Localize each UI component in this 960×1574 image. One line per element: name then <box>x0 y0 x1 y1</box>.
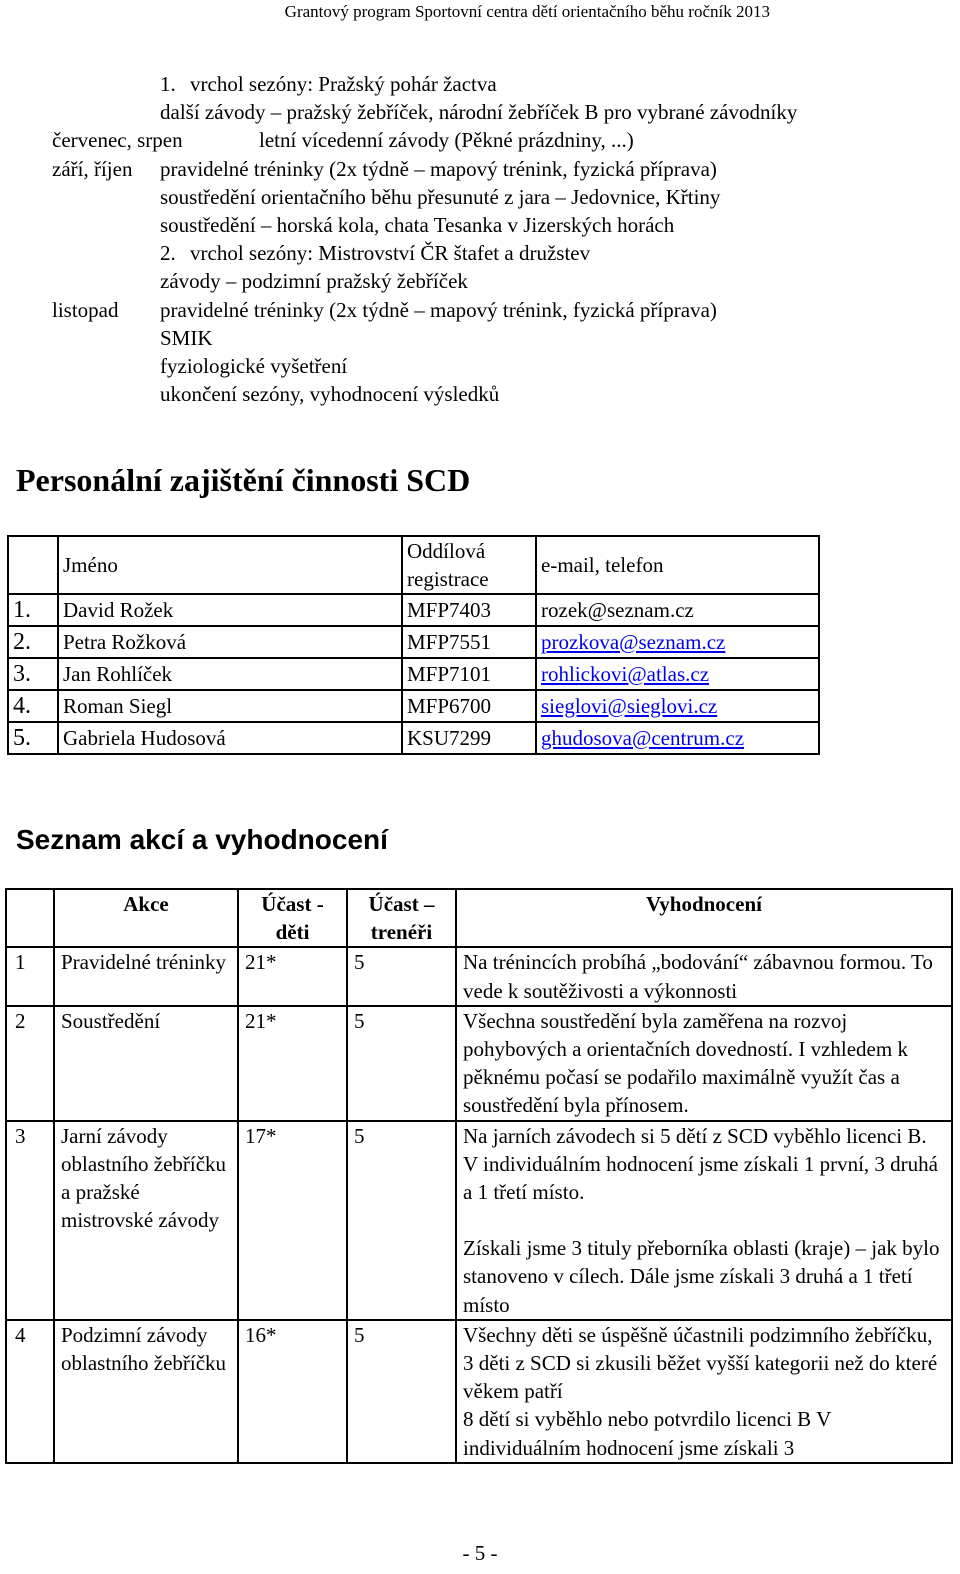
schedule-text: ukončení sezóny, vyhodnocení výsledků <box>160 382 500 407</box>
evaluation-text-2: Získali jsme 3 tituly přeborníka oblasti (kraje) – jak bylo stanoveno v cílech. Dále jsme získali 3 druhá a 1 třetí místo <box>463 1236 940 1317</box>
email-link[interactable]: sieglovi@sieglovi.cz <box>541 693 718 718</box>
row-number: 1 <box>6 947 54 1005</box>
row-vyhodnoceni <box>456 1121 952 1320</box>
schedule-text: soustředění orientačního běhu přesunuté z jara – Jedovnice, Křtiny <box>160 184 721 209</box>
row-name: Jan Rohlíček <box>58 658 402 690</box>
row-vyhodnoceni <box>456 1006 952 1121</box>
row-number: 2 <box>6 1006 54 1121</box>
email-link[interactable]: rohlickovi@atlas.cz <box>541 661 710 686</box>
schedule-text: závody – podzimní pražský žebříček <box>160 269 468 294</box>
schedule-text: pravidelné tréninky (2x týdně – mapový trénink, fyzická příprava) <box>160 156 717 181</box>
row-number: 4. <box>8 690 58 722</box>
row-number: 3. <box>8 658 58 690</box>
header-cell-akce: Akce <box>54 889 238 947</box>
header-cell-vyhodnoceni: Vyhodnocení <box>456 889 952 947</box>
evaluation-text: Na jarních závodech si 5 dětí z SCD vyběhlo licenci B. V individuálním hodnocení jsme získali 1 první, 3 druhá a 1 třetí místo. <box>463 1123 938 1205</box>
table-header-row <box>8 536 819 594</box>
table-row <box>8 690 819 722</box>
header-cell-number <box>6 889 54 947</box>
header-title: Grantový program Sportovní centra dětí orientačního běhu ročník 2013 <box>284 2 770 21</box>
evaluation-text-2: 8 dětí si vyběhlo nebo potvrdilo licenci B V individuálním hodnocení jsme získali 3 <box>463 1407 831 1460</box>
row-deti: 21* <box>238 947 347 1005</box>
schedule-row <box>0 267 960 295</box>
row-name: Roman Siegl <box>58 690 402 722</box>
schedule-text: vrchol sezóny: Mistrovství ČR štafet a družstev <box>190 241 591 266</box>
schedule-row <box>0 98 960 126</box>
row-email-cell <box>536 722 819 754</box>
row-number: 1. <box>8 594 58 626</box>
row-name: Gabriela Hudosová <box>58 722 402 754</box>
row-email-cell <box>536 626 819 658</box>
schedule-text: soustředění – horská kola, chata Tesanka v Jizerských horách <box>160 212 675 237</box>
schedule-text: SMIK <box>160 325 213 350</box>
row-number: 4 <box>6 1320 54 1463</box>
staff-table <box>7 535 820 755</box>
row-email-cell <box>536 658 819 690</box>
table-row <box>6 1320 952 1463</box>
schedule-month: září, říjen <box>52 156 133 181</box>
row-akce: Jarní závody oblastního žebříčku a pražské mistrovské závody <box>54 1121 238 1320</box>
schedule-text: pravidelné tréninky (2x týdně – mapový trénink, fyzická příprava) <box>160 297 717 322</box>
row-email-cell <box>536 690 819 722</box>
row-vyhodnoceni <box>456 947 952 1005</box>
row-deti: 21* <box>238 1006 347 1121</box>
table-header-row <box>6 889 952 947</box>
table-row <box>6 1006 952 1121</box>
schedule-row <box>0 296 960 324</box>
row-akce: Pravidelné tréninky <box>54 947 238 1005</box>
header-cell-contact: e-mail, telefon <box>536 536 819 594</box>
schedule-row <box>0 380 960 408</box>
row-registration: MFP6700 <box>402 690 536 722</box>
row-registration: MFP7101 <box>402 658 536 690</box>
personal-section-title: Personální zajištění činnosti SCD <box>16 462 471 498</box>
page-number: - 5 - <box>462 1541 498 1565</box>
row-registration: MFP7551 <box>402 626 536 658</box>
header-cell-registration: Oddílová registrace <box>402 536 536 594</box>
paragraph-gap <box>463 1206 945 1234</box>
schedule-row <box>0 183 960 211</box>
row-registration: KSU7299 <box>402 722 536 754</box>
email-link[interactable]: ghudosova@centrum.cz <box>541 725 745 750</box>
schedule-text: vrchol sezóny: Pražský pohár žactva <box>190 72 497 96</box>
schedule-row <box>0 211 960 239</box>
schedule-month: listopad <box>52 297 119 322</box>
schedule-text: fyziologické vyšetření <box>160 353 348 378</box>
row-akce: Soustředění <box>54 1006 238 1121</box>
schedule-number: 1. <box>160 72 176 96</box>
row-treneri: 5 <box>347 1121 456 1320</box>
header-cell-treneri: Účast – trenéři <box>347 889 456 947</box>
schedule-row <box>0 126 960 154</box>
row-treneri: 5 <box>347 947 456 1005</box>
row-name: David Rožek <box>58 594 402 626</box>
page-header <box>0 0 960 24</box>
schedule-text: další závody – pražský žebříček, národní žebříček B pro vybrané závodníky <box>160 100 798 125</box>
row-number: 2. <box>8 626 58 658</box>
schedule-row <box>0 239 960 267</box>
row-akce: Podzimní závody oblastního žebříčku <box>54 1320 238 1463</box>
schedule-month: červenec, srpen <box>52 128 183 153</box>
table-row <box>6 1121 952 1320</box>
table-row <box>8 658 819 690</box>
table-row <box>8 594 819 626</box>
table-row <box>6 947 952 1005</box>
evaluation-text: Všechny děti se úspěšně účastnili podzimního žebříčku, 3 děti z SCD si zkusili běžet vyšší kategorii než do které věkem patří <box>463 1322 938 1404</box>
table-row <box>8 626 819 658</box>
header-cell-number <box>8 536 58 594</box>
header-cell-deti: Účast - děti <box>238 889 347 947</box>
row-number: 3 <box>6 1121 54 1320</box>
schedule-text: letní vícedenní závody (Pěkné prázdniny, ...) <box>259 128 634 153</box>
schedule-list <box>0 70 960 408</box>
row-deti: 17* <box>238 1121 347 1320</box>
row-number: 5. <box>8 722 58 754</box>
row-vyhodnoceni <box>456 1320 952 1463</box>
row-name: Petra Rožková <box>58 626 402 658</box>
row-deti: 16* <box>238 1320 347 1463</box>
actions-table <box>5 888 953 1464</box>
email-link[interactable]: prozkova@seznam.cz <box>541 629 726 654</box>
evaluation-text: Na trénincích probíhá „bodování“ zábavnou formou. To vede k soutěživosti a výkonnosti <box>463 950 933 1003</box>
table-row <box>8 722 819 754</box>
schedule-number: 2. <box>160 241 176 266</box>
row-treneri: 5 <box>347 1006 456 1121</box>
schedule-row <box>0 155 960 183</box>
row-email: rozek@seznam.cz <box>536 594 819 626</box>
header-cell-name: Jméno <box>58 536 402 594</box>
actions-section-title: Seznam akcí a vyhodnocení <box>16 824 388 855</box>
schedule-row <box>0 352 960 380</box>
schedule-row <box>0 324 960 352</box>
row-treneri: 5 <box>347 1320 456 1463</box>
evaluation-text: Všechna soustředění byla zaměřena na rozvoj pohybových a orientačních dovedností. I vzhledem k pěknému počasí se podařilo maximálně využít čas a soustředění byla přínosem. <box>463 1008 908 1118</box>
row-registration: MFP7403 <box>402 594 536 626</box>
schedule-row <box>0 70 960 98</box>
